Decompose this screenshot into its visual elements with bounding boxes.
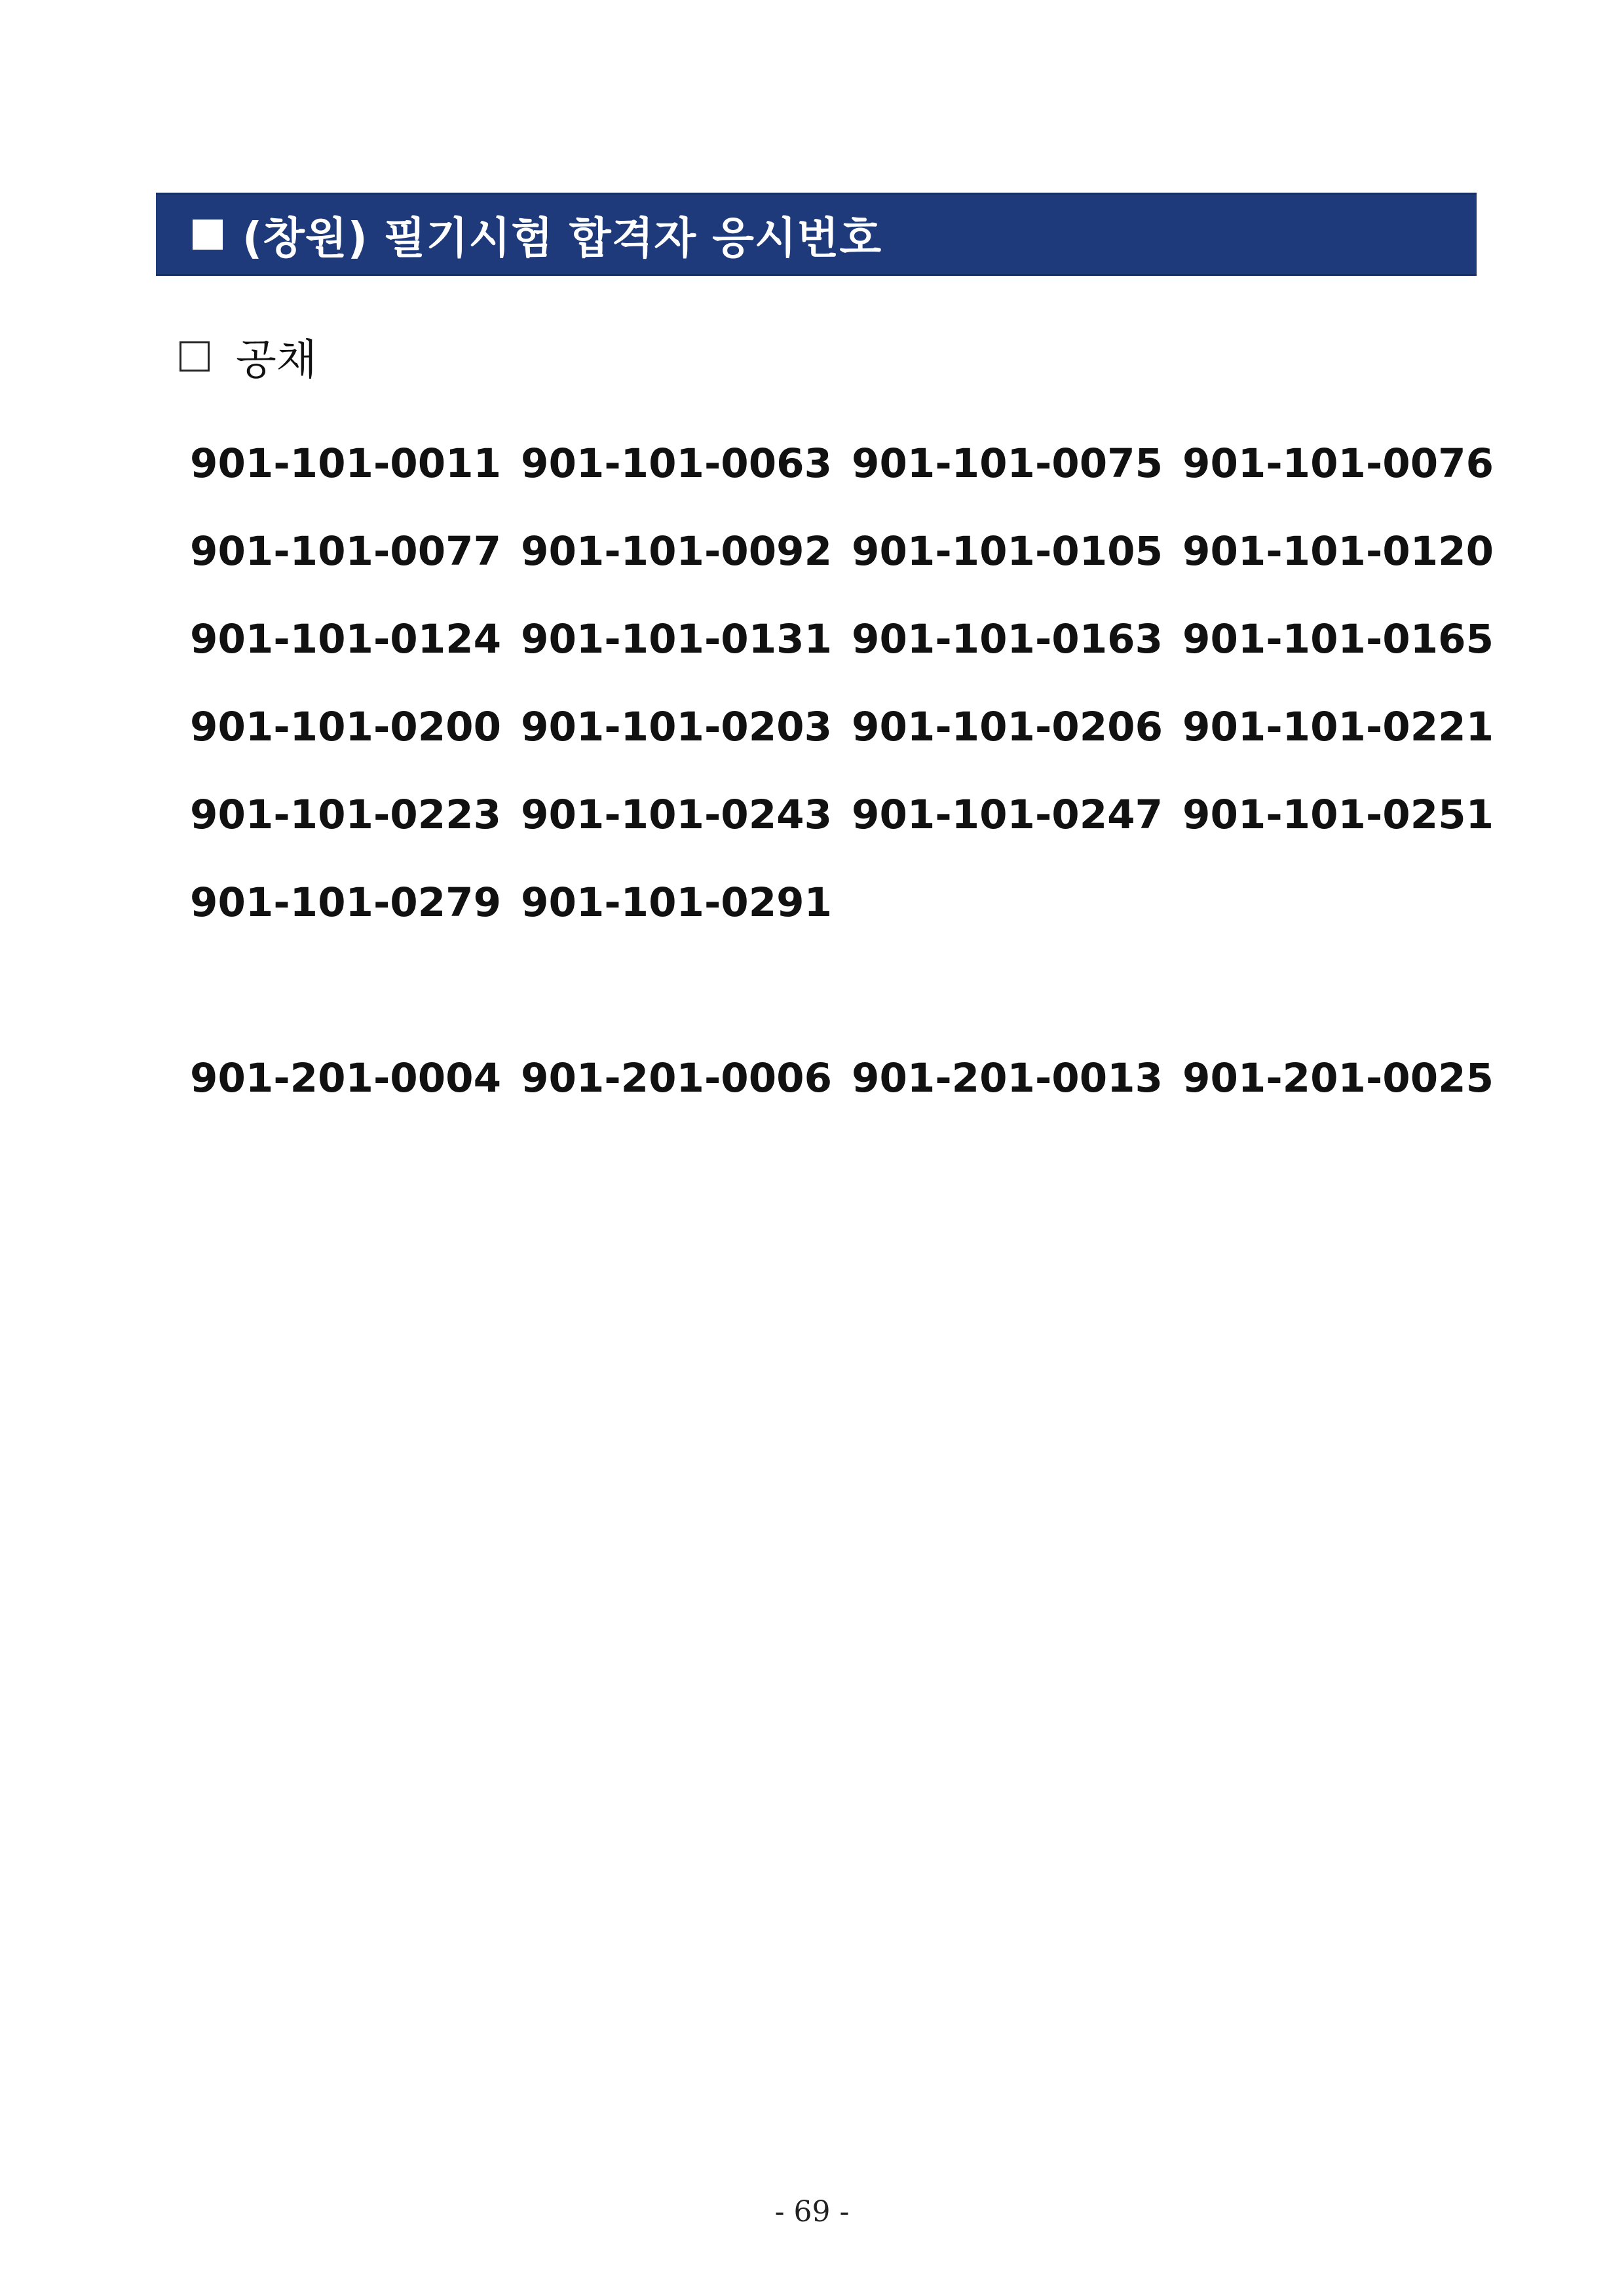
page-number: - 69 - (774, 2195, 850, 2229)
exam-number: 901-101-0291 (521, 879, 833, 926)
exam-number: 901-101-0165 (1182, 616, 1494, 662)
section-title-bar (156, 193, 1477, 276)
exam-number: 901-201-0013 (852, 1055, 1163, 1101)
exam-number: 901-101-0200 (190, 704, 502, 750)
exam-number: 901-101-0131 (521, 616, 833, 662)
exam-number: 901-101-0011 (190, 440, 502, 487)
exam-number: 901-101-0077 (190, 528, 502, 575)
exam-number: 901-101-0163 (852, 616, 1163, 662)
checkbox-icon (179, 341, 210, 372)
exam-number: 901-101-0206 (852, 704, 1163, 750)
exam-number: 901-101-0063 (521, 440, 833, 487)
exam-number: 901-201-0006 (521, 1055, 833, 1101)
section-heading (179, 326, 317, 387)
exam-number: 901-101-0243 (521, 792, 833, 838)
section-label: 공채 (236, 336, 317, 385)
exam-number-list-b (190, 1052, 1513, 1105)
square-bullet-icon (193, 220, 223, 250)
exam-number: 901-101-0120 (1182, 528, 1494, 575)
exam-number: 901-101-0203 (521, 704, 833, 750)
exam-number: 901-101-0076 (1182, 440, 1494, 487)
exam-number: 901-101-0105 (852, 528, 1163, 575)
exam-number-list-a (190, 438, 1513, 929)
exam-number: 901-101-0124 (190, 616, 502, 662)
exam-number: 901-101-0223 (190, 792, 502, 838)
exam-number: 901-101-0221 (1182, 704, 1494, 750)
exam-number: 901-101-0092 (521, 528, 833, 575)
exam-number: 901-201-0004 (190, 1055, 502, 1101)
exam-number: 901-101-0279 (190, 879, 502, 926)
exam-number: 901-101-0075 (852, 440, 1163, 487)
exam-number: 901-101-0247 (852, 792, 1163, 838)
exam-number: 901-201-0025 (1182, 1055, 1494, 1101)
exam-number: 901-101-0251 (1182, 792, 1494, 838)
page-title: (창원) 필기시험 합격자 응시번호 (242, 213, 882, 263)
